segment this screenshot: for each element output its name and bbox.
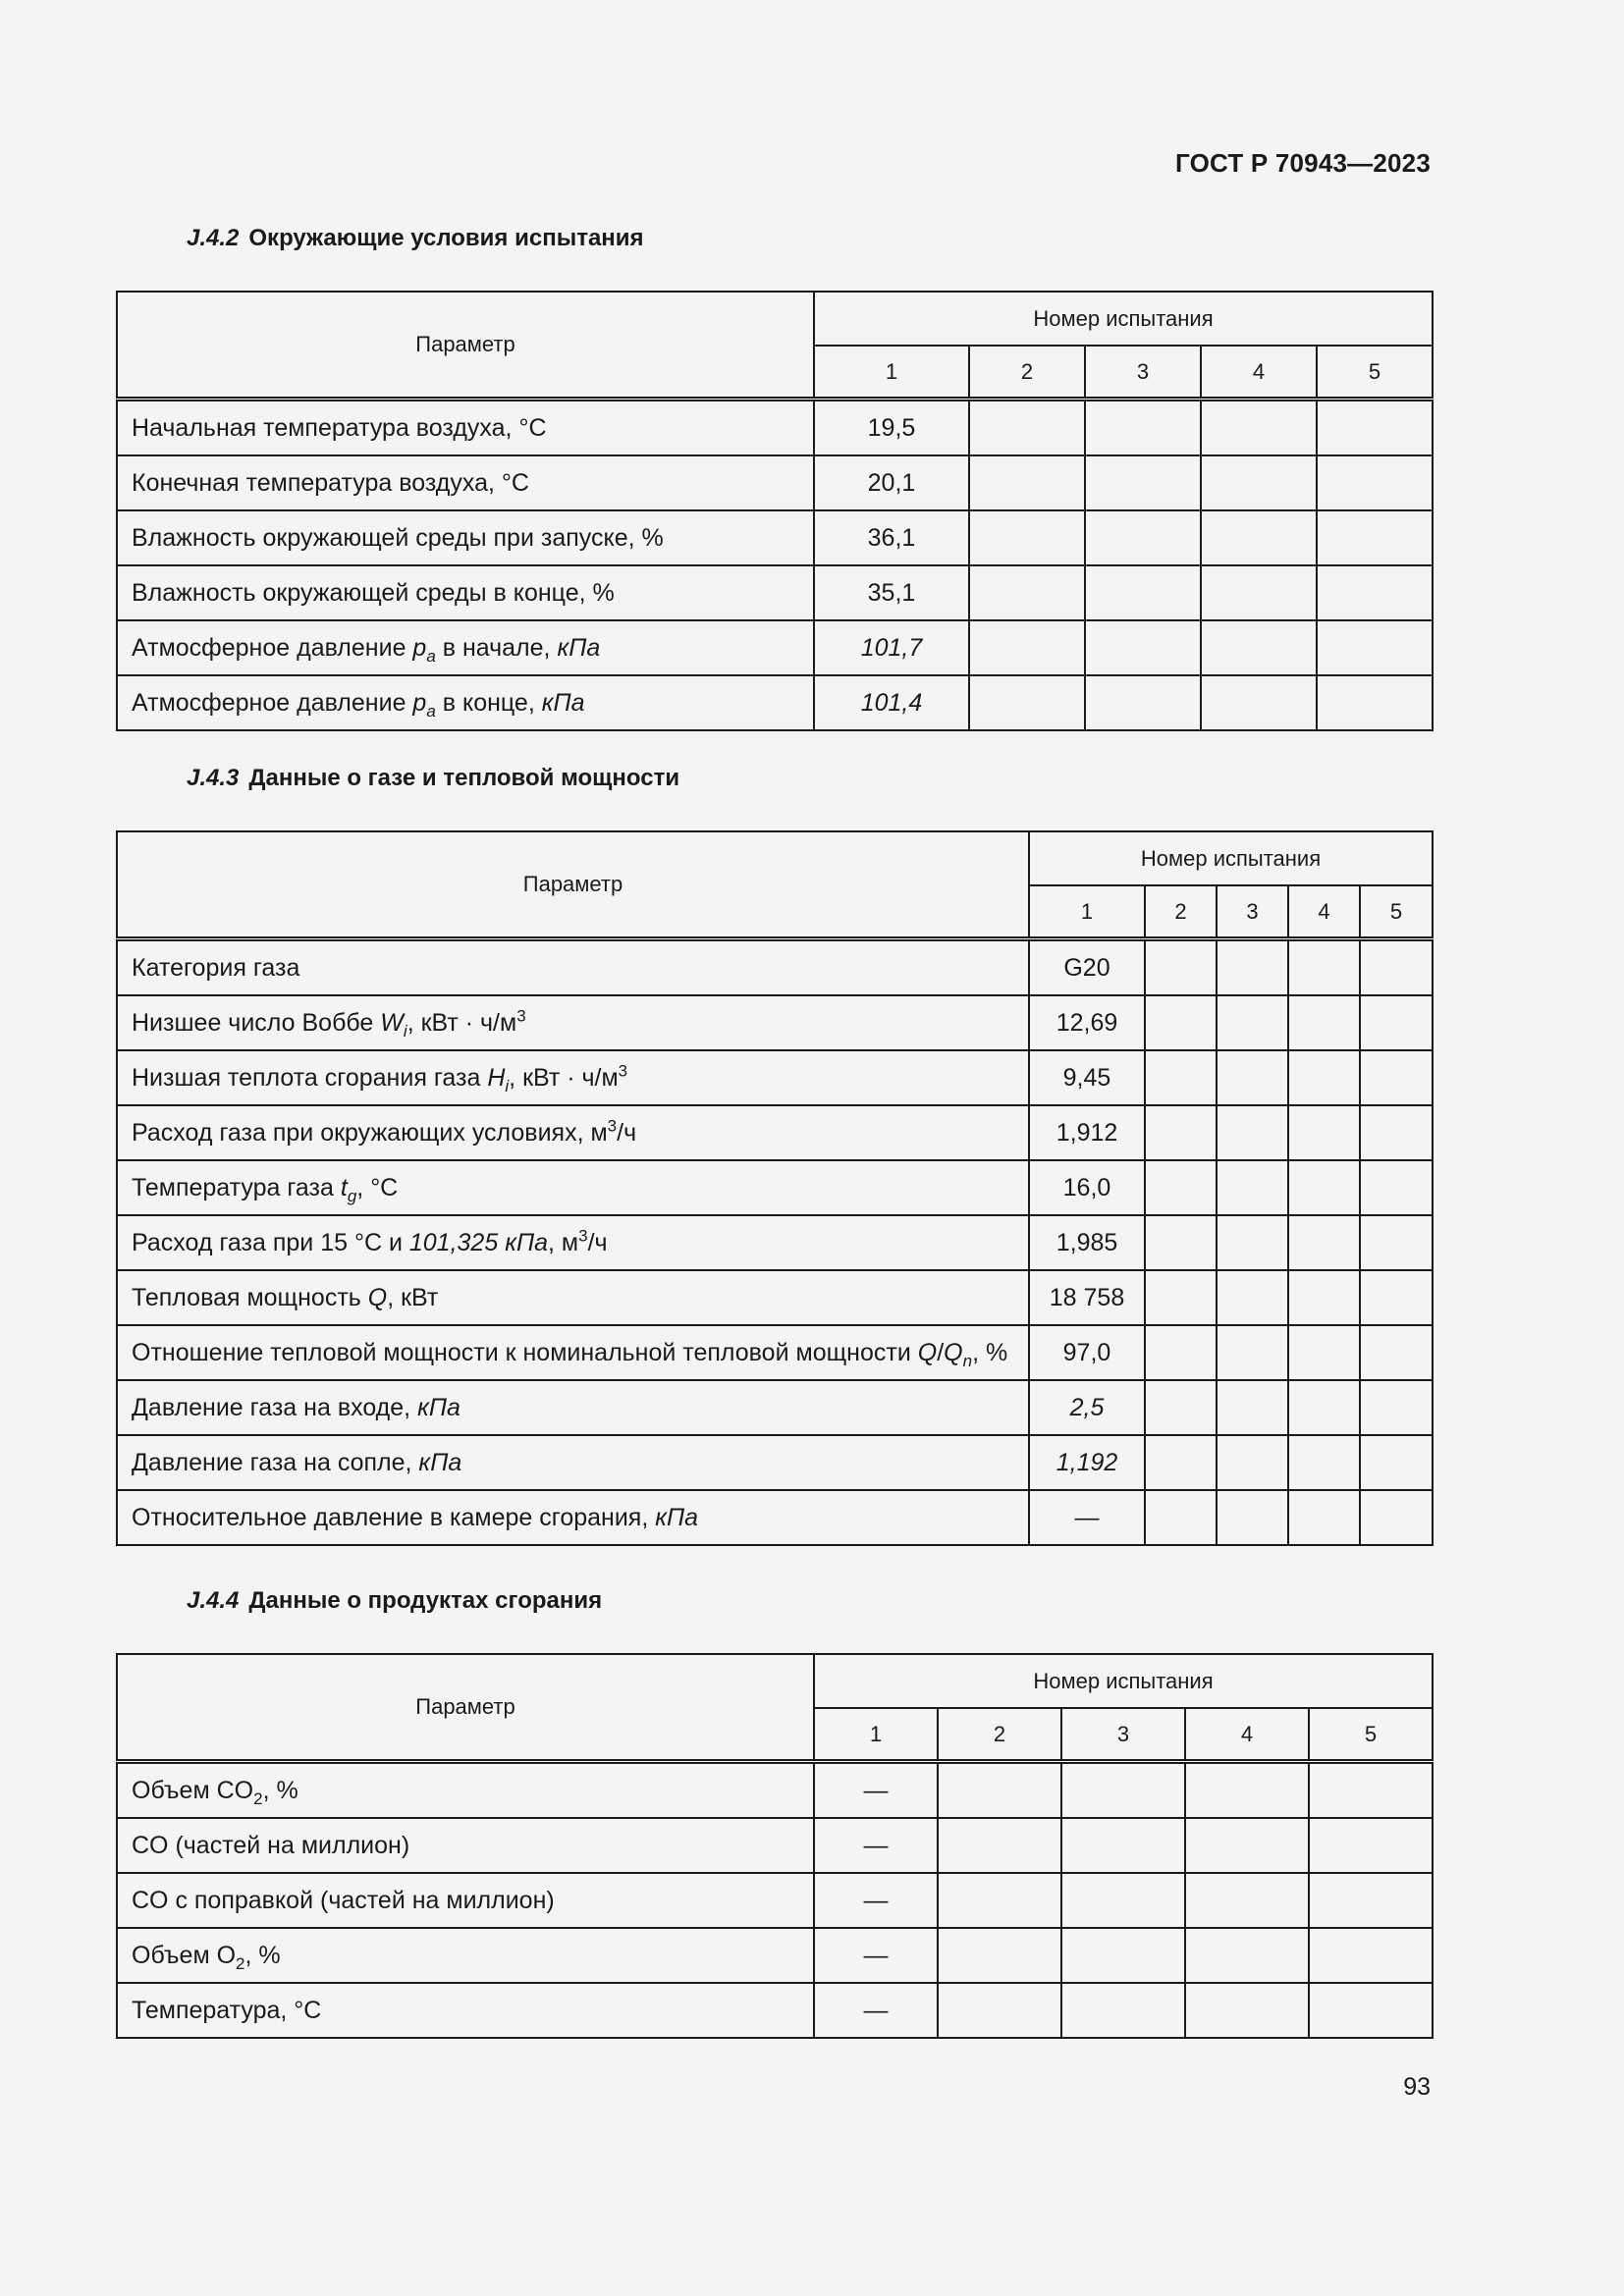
param-cell: Давление газа на сопле, кПа [117, 1435, 1029, 1490]
table-row [117, 1105, 1433, 1160]
value-cell: 12,69 [1029, 995, 1145, 1050]
param-header: Параметр [117, 831, 1029, 939]
section-title-text: Данные о продуктах сгорания [248, 1587, 603, 1614]
param-cell: Температура, °С [117, 1983, 814, 2038]
param-header: Параметр [117, 1654, 814, 1762]
test-col-3: 3 [1217, 885, 1288, 939]
value-cell: 35,1 [814, 565, 969, 620]
value-cell: 97,0 [1029, 1325, 1145, 1380]
param-cell: Расход газа при окружающих условиях, $м^3/ч$ [117, 1105, 1029, 1160]
section-title-j42 [187, 225, 644, 252]
test-col-1: 1 [814, 1708, 938, 1762]
table-row [117, 1873, 1433, 1928]
table-row [117, 939, 1433, 996]
table-row [117, 565, 1433, 620]
table-row [117, 510, 1433, 565]
test-col-3: 3 [1085, 346, 1201, 400]
param-cell: Влажность окружающей среды в конце, % [117, 565, 814, 620]
value-cell: 36,1 [814, 510, 969, 565]
test-col-1: 1 [1029, 885, 1145, 939]
value-cell: — [814, 1818, 938, 1873]
table-row [117, 1435, 1433, 1490]
value-cell: 18 758 [1029, 1270, 1145, 1325]
section-number: J.4.2 [187, 225, 240, 251]
test-col-5: 5 [1360, 885, 1433, 939]
test-col-2: 2 [969, 346, 1085, 400]
value-cell: — [814, 1762, 938, 1819]
test-col-2: 2 [938, 1708, 1061, 1762]
value-cell: 2,5 [1029, 1380, 1145, 1435]
value-cell: — [814, 1983, 938, 2038]
param-cell: Низшая теплота сгорания газа $H_i$, кВт · $ч/м^3$ [117, 1050, 1029, 1105]
test-col-1: 1 [814, 346, 969, 400]
param-cell: Конечная температура воздуха, °С [117, 455, 814, 510]
param-cell: Объем $CO_2$, % [117, 1762, 814, 1819]
test-col-3: 3 [1061, 1708, 1185, 1762]
param-cell: CO (частей на миллион) [117, 1818, 814, 1873]
ambient-conditions-table [116, 291, 1434, 731]
param-cell: Начальная температура воздуха, °С [117, 400, 814, 456]
combustion-products-table [116, 1653, 1434, 2039]
section-title-text: Данные о газе и тепловой мощности [248, 765, 680, 791]
section-title-j43 [187, 765, 679, 792]
param-cell: Температура газа $t_g$, °С [117, 1160, 1029, 1215]
test-col-5: 5 [1317, 346, 1433, 400]
value-cell: G20 [1029, 939, 1145, 996]
table-row [117, 1050, 1433, 1105]
table-row [117, 1762, 1433, 1819]
param-cell: Категория газа [117, 939, 1029, 996]
table-row [117, 995, 1433, 1050]
test-col-5: 5 [1309, 1708, 1433, 1762]
table-row [117, 455, 1433, 510]
table-row [117, 400, 1433, 456]
section-title-j44 [187, 1587, 602, 1615]
page-number: 93 [1403, 2073, 1431, 2101]
value-cell: 1,912 [1029, 1105, 1145, 1160]
param-cell: Отношение тепловой мощности к номинальной тепловой мощности $Q/Q_n$, % [117, 1325, 1029, 1380]
param-cell: Тепловая мощность Q, кВт [117, 1270, 1029, 1325]
param-cell: Влажность окружающей среды при запуске, % [117, 510, 814, 565]
table-row [117, 675, 1433, 730]
param-header: Параметр [117, 292, 814, 400]
gas-data-table [116, 830, 1434, 1546]
param-cell: Низшее число Воббе $W_i$, кВт · $ч/м^3$ [117, 995, 1029, 1050]
section-title-text: Окружающие условия испытания [248, 225, 644, 251]
test-number-header: Номер испытания [814, 292, 1433, 346]
table-row [117, 1928, 1433, 1983]
table-row [117, 1215, 1433, 1270]
value-cell: — [814, 1928, 938, 1983]
table-row [117, 1160, 1433, 1215]
table-row [117, 1490, 1433, 1545]
param-cell: Атмосферное давление $p_a$ в начале, кПа [117, 620, 814, 675]
value-cell: 19,5 [814, 400, 969, 456]
test-col-2: 2 [1145, 885, 1217, 939]
test-col-4: 4 [1185, 1708, 1309, 1762]
value-cell: — [1029, 1490, 1145, 1545]
document-id: ГОСТ Р 70943—2023 [1175, 148, 1431, 178]
test-number-header: Номер испытания [1029, 831, 1433, 885]
table-row [117, 1983, 1433, 2038]
value-cell: 20,1 [814, 455, 969, 510]
section-number: J.4.4 [187, 1587, 240, 1614]
value-cell: 1,192 [1029, 1435, 1145, 1490]
param-cell: Расход газа при 15 °С и 101,325 кПа, $м^3/ч$ [117, 1215, 1029, 1270]
test-col-4: 4 [1201, 346, 1317, 400]
table-row [117, 1818, 1433, 1873]
value-cell: 16,0 [1029, 1160, 1145, 1215]
param-cell: Атмосферное давление $p_a$ в конце, кПа [117, 675, 814, 730]
table-row [117, 620, 1433, 675]
value-cell: 101,7 [814, 620, 969, 675]
value-cell: 9,45 [1029, 1050, 1145, 1105]
table-row [117, 1270, 1433, 1325]
test-col-4: 4 [1288, 885, 1360, 939]
param-cell: Давление газа на входе, кПа [117, 1380, 1029, 1435]
table-row [117, 1325, 1433, 1380]
test-number-header: Номер испытания [814, 1654, 1433, 1708]
section-number: J.4.3 [187, 765, 240, 791]
param-cell: CO с поправкой (частей на миллион) [117, 1873, 814, 1928]
table-row [117, 1380, 1433, 1435]
value-cell: 101,4 [814, 675, 969, 730]
param-cell: Относительное давление в камере сгорания, кПа [117, 1490, 1029, 1545]
value-cell: — [814, 1873, 938, 1928]
value-cell: 1,985 [1029, 1215, 1145, 1270]
param-cell: Объем $O_2$, % [117, 1928, 814, 1983]
